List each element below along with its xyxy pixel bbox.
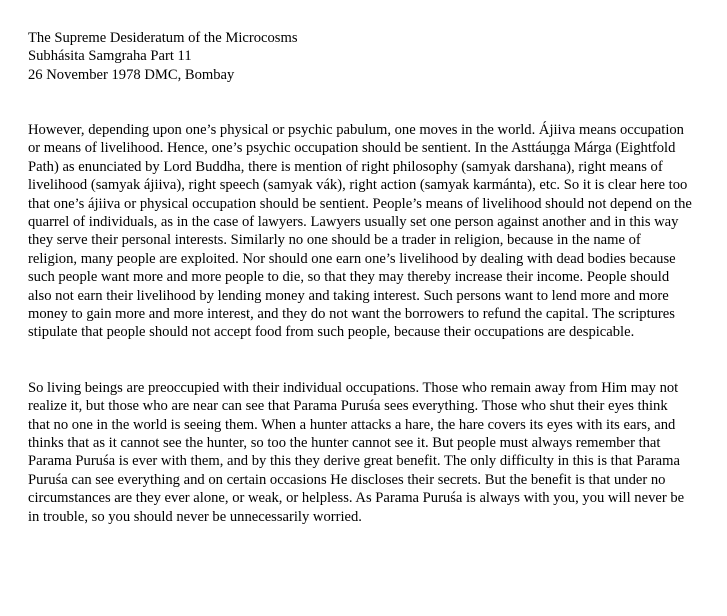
paragraph: So living beings are preoccupied with their individual occupations. Those who remain away from Him may not realize it, but those who are near can see that Parama Puruśa sees everything. Those who shut their eyes think that no one in the world is seeing them. When a hunter attacks a hare, the hare covers its eyes with its ears, and thinks that as it cannot see the hunter, so too the hunter cannot see it. But people must always remember that Parama Puruśa is ever with them, and by this they derive great benefit. The only difficulty in this is that Parama Puruśa can see everything and on certain occasions He discloses their secrets. But the benefit is that under no circumstances are they ever alone, or weak, or helpless. As Parama Puruśa is always with you, you will never be in trouble, so you should never be unnecessarily worried. bbox=[28, 379, 685, 525]
document-source: Subhásita Samgraha Part 11 bbox=[28, 48, 192, 65]
document-page bbox=[28, 29, 693, 526]
document-date: 26 November 1978 DMC, Bombay bbox=[28, 66, 235, 83]
document-title: The Supreme Desideratum of the Microcosms bbox=[28, 30, 298, 46]
paragraph: However, depending upon one’s physical or psychic pabulum, one moves in the world. Ájiiva means occupation or means of livelihood. Hence, one’s psychic occupation should be sentient. In the Asttáuṋga Márga (Eightfold Path) as enunciated by Lord Buddha, there is mention of right philosophy (samyak darshana), right means of livelihood (samyak ájiiva), right speech (samyak vák), right action (samyak karmánta), etc. So it is clear here too that one’s ájiiva or physical occupation should be sentient. People’s means of livelihood should not depend on the quarrel of individuals, as in the case of lawyers. Lawyers usually set one person against another and in this way they serve their personal interests. Similarly no one should be a trader in religion, because in the name of religion, many people are exploited. Nor should one earn one’s livelihood by dealing with dead bodies because such people want more and more people to die, so that they may thereby increase their income. People should also not earn their livelihood by lending money and taking interest. Such persons want to lend more and more money to gain more and more interest, and they do not want the borrowers to refund the capital. The scriptures stipulate that people should not accept food from such people, because their occupations are despicable. bbox=[28, 122, 692, 341]
document-header bbox=[28, 29, 693, 84]
